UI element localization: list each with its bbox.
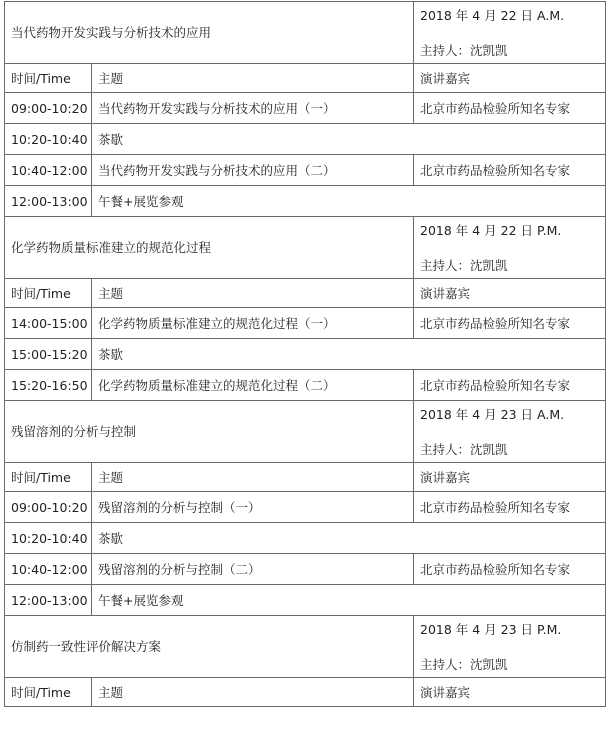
session-header-row	[5, 2, 606, 64]
agenda-time: 10:20-10:40	[5, 523, 92, 554]
session-meta-stack	[420, 221, 605, 275]
agenda-row	[5, 523, 606, 554]
agenda-row	[5, 124, 606, 155]
schedule-body	[5, 2, 606, 707]
agenda-speaker: 北京市药品检验所知名专家	[414, 554, 606, 585]
agenda-row	[5, 308, 606, 339]
session-title: 残留溶剂的分析与控制	[5, 401, 414, 463]
agenda-speaker: 北京市药品检验所知名专家	[414, 93, 606, 124]
agenda-time: 15:20-16:50	[5, 370, 92, 401]
agenda-time: 10:40-12:00	[5, 554, 92, 585]
session-meta-stack	[420, 6, 605, 60]
agenda-speaker: 北京市药品检验所知名专家	[414, 370, 606, 401]
agenda-break: 茶歇	[92, 339, 606, 370]
session-date: 2018 年 4 月 22 日 P.M.	[420, 222, 562, 238]
header-topic: 主题	[92, 463, 414, 492]
session-title: 化学药物质量标准建立的规范化过程	[5, 217, 414, 279]
agenda-row	[5, 155, 606, 186]
agenda-time: 15:00-15:20	[5, 339, 92, 370]
agenda-speaker: 北京市药品检验所知名专家	[414, 155, 606, 186]
agenda-row	[5, 370, 606, 401]
header-topic: 主题	[92, 279, 414, 308]
session-header-row	[5, 401, 606, 463]
agenda-row	[5, 339, 606, 370]
agenda-row	[5, 93, 606, 124]
header-time: 时间/Time	[5, 64, 92, 93]
column-header-row	[5, 463, 606, 492]
session-date: 2018 年 4 月 23 日 P.M.	[420, 621, 562, 637]
agenda-break: 茶歇	[92, 124, 606, 155]
agenda-topic: 残留溶剂的分析与控制（一）	[92, 492, 414, 523]
session-host: 主持人：沈凯凯	[420, 656, 508, 672]
session-header-row	[5, 217, 606, 279]
session-host: 主持人：沈凯凯	[420, 42, 508, 58]
column-header-row	[5, 279, 606, 308]
session-meta	[414, 2, 606, 64]
agenda-break: 茶歇	[92, 523, 606, 554]
session-meta-stack	[420, 620, 605, 674]
session-date: 2018 年 4 月 22 日 A.M.	[420, 7, 565, 23]
header-time: 时间/Time	[5, 463, 92, 492]
column-header-row	[5, 64, 606, 93]
agenda-time: 14:00-15:00	[5, 308, 92, 339]
session-title: 当代药物开发实践与分析技术的应用	[5, 2, 414, 64]
session-meta	[414, 401, 606, 463]
session-meta	[414, 616, 606, 678]
header-speaker: 演讲嘉宾	[414, 279, 606, 308]
agenda-row	[5, 554, 606, 585]
session-date: 2018 年 4 月 23 日 A.M.	[420, 406, 565, 422]
agenda-topic: 残留溶剂的分析与控制（二）	[92, 554, 414, 585]
agenda-topic: 当代药物开发实践与分析技术的应用（一）	[92, 93, 414, 124]
agenda-time: 09:00-10:20	[5, 492, 92, 523]
agenda-time: 10:40-12:00	[5, 155, 92, 186]
agenda-row	[5, 186, 606, 217]
session-title: 仿制药一致性评价解决方案	[5, 616, 414, 678]
agenda-time: 12:00-13:00	[5, 585, 92, 616]
agenda-speaker: 北京市药品检验所知名专家	[414, 308, 606, 339]
session-host: 主持人：沈凯凯	[420, 257, 508, 273]
agenda-row	[5, 492, 606, 523]
agenda-topic: 化学药物质量标准建立的规范化过程（一）	[92, 308, 414, 339]
session-header-row	[5, 616, 606, 678]
session-meta-stack	[420, 405, 605, 459]
agenda-break: 午餐+展览参观	[92, 585, 606, 616]
header-topic: 主题	[92, 678, 414, 707]
header-speaker: 演讲嘉宾	[414, 678, 606, 707]
agenda-break: 午餐+展览参观	[92, 186, 606, 217]
column-header-row	[5, 678, 606, 707]
agenda-topic: 当代药物开发实践与分析技术的应用（二）	[92, 155, 414, 186]
header-speaker: 演讲嘉宾	[414, 463, 606, 492]
session-host: 主持人：沈凯凯	[420, 441, 508, 457]
agenda-speaker: 北京市药品检验所知名专家	[414, 492, 606, 523]
session-meta	[414, 217, 606, 279]
agenda-time: 09:00-10:20	[5, 93, 92, 124]
conference-schedule-table	[4, 1, 606, 707]
agenda-row	[5, 585, 606, 616]
header-time: 时间/Time	[5, 678, 92, 707]
header-time: 时间/Time	[5, 279, 92, 308]
header-topic: 主题	[92, 64, 414, 93]
agenda-topic: 化学药物质量标准建立的规范化过程（二）	[92, 370, 414, 401]
header-speaker: 演讲嘉宾	[414, 64, 606, 93]
agenda-time: 10:20-10:40	[5, 124, 92, 155]
agenda-time: 12:00-13:00	[5, 186, 92, 217]
